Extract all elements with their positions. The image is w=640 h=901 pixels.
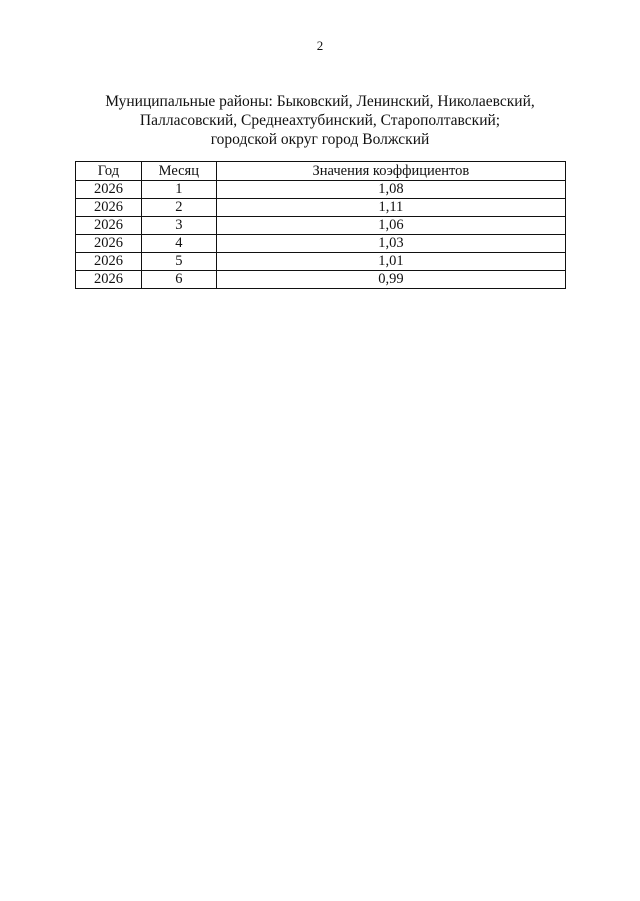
table-row — [76, 199, 566, 217]
coefficient-cell: 0,99 — [216, 271, 565, 289]
year-cell: 2026 — [76, 217, 142, 235]
coefficient-cell: 1,06 — [216, 217, 565, 235]
heading-line: Палласовский, Среднеахтубинский, Старополтавский; — [139, 112, 501, 129]
month-cell: 4 — [141, 235, 216, 253]
table-header-row — [76, 162, 566, 181]
month-cell: 1 — [141, 181, 216, 199]
coefficient-cell: 1,01 — [216, 253, 565, 271]
year-cell: 2026 — [76, 235, 142, 253]
coefficient-cell: 1,08 — [216, 181, 565, 199]
month-cell: 2 — [141, 199, 216, 217]
page-number: 2 — [316, 38, 324, 53]
column-header-month: Месяц — [141, 162, 216, 181]
table-row — [76, 235, 566, 253]
month-cell: 6 — [141, 271, 216, 289]
heading-line: городской округ город Волжский — [210, 131, 430, 148]
table-row — [76, 181, 566, 199]
coefficients-table — [75, 161, 566, 289]
year-cell: 2026 — [76, 253, 142, 271]
table-row — [76, 217, 566, 235]
table-row — [76, 253, 566, 271]
column-header-year: Год — [76, 162, 142, 181]
document-heading — [0, 92, 640, 149]
heading-line: Муниципальные районы: Быковский, Ленинский, Николаевский, — [105, 93, 535, 110]
column-header-coefficient: Значения коэффициентов — [216, 162, 565, 181]
table-row — [76, 271, 566, 289]
year-cell: 2026 — [76, 271, 142, 289]
year-cell: 2026 — [76, 199, 142, 217]
month-cell: 3 — [141, 217, 216, 235]
month-cell: 5 — [141, 253, 216, 271]
coefficient-cell: 1,03 — [216, 235, 565, 253]
coefficient-cell: 1,11 — [216, 199, 565, 217]
year-cell: 2026 — [76, 181, 142, 199]
